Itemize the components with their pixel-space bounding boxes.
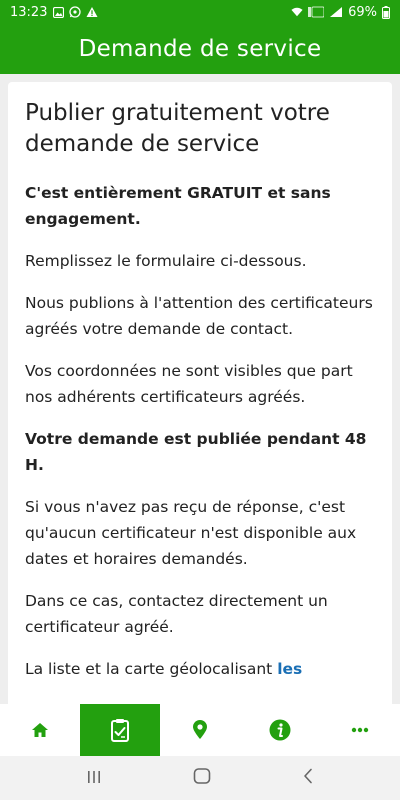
app-bar xyxy=(0,24,400,74)
instruction-text: Remplissez le formulaire ci-dessous. xyxy=(25,252,307,270)
content-card[interactable] xyxy=(8,82,392,704)
status-left xyxy=(10,5,98,20)
warning-notification-icon xyxy=(86,6,98,18)
nav-more[interactable] xyxy=(320,704,400,756)
info-icon xyxy=(269,719,291,741)
nav-home[interactable] xyxy=(0,704,80,756)
contact-directly-text: Dans ce cas, contactez directement un certificateur agréé. xyxy=(25,592,328,636)
free-notice: C'est entièrement GRATUIT et sans engagement. xyxy=(25,184,331,228)
list-map-text xyxy=(25,656,376,682)
status-bar xyxy=(0,0,400,24)
back-icon[interactable] xyxy=(302,768,314,788)
whatsapp-notification-icon xyxy=(69,6,81,18)
wifi-icon xyxy=(291,6,303,18)
nav-map[interactable] xyxy=(160,704,240,756)
nav-service-request[interactable] xyxy=(80,704,160,756)
status-time: 13:23 xyxy=(10,4,48,20)
bottom-nav xyxy=(0,704,400,756)
home-icon xyxy=(31,722,49,738)
map-pin-icon xyxy=(192,720,208,740)
page-title: Demande de service xyxy=(78,36,322,62)
nav-info[interactable] xyxy=(240,704,320,756)
recent-apps-icon[interactable] xyxy=(86,769,102,788)
clipboard-check-icon xyxy=(110,718,130,742)
more-icon xyxy=(351,727,369,733)
home-button-icon[interactable] xyxy=(193,768,211,788)
list-map-label: La liste et la carte géolocalisant xyxy=(25,660,278,678)
battery-icon xyxy=(382,6,390,18)
list-map-link[interactable]: les xyxy=(277,660,303,678)
status-right xyxy=(291,5,390,20)
volte-icon xyxy=(308,6,324,18)
system-nav-bar xyxy=(0,756,400,800)
signal-icon xyxy=(329,6,343,18)
privacy-text: Vos coordonnées ne sont visibles que part nos adhérents certificateurs agréés. xyxy=(25,362,353,406)
duration-notice: Votre demande est publiée pendant 48 H. xyxy=(25,430,367,474)
gallery-notification-icon xyxy=(52,6,64,18)
battery-percent: 69% xyxy=(348,4,377,20)
publication-text: Nous publions à l'attention des certificateurs agréés votre demande de contact. xyxy=(25,294,373,338)
no-response-text: Si vous n'avez pas reçu de réponse, c'est qu'aucun certificateur n'est disponible aux dates et horaires demandés. xyxy=(25,498,357,568)
content-title: Publier gratuitement votre demande de service xyxy=(25,100,330,157)
